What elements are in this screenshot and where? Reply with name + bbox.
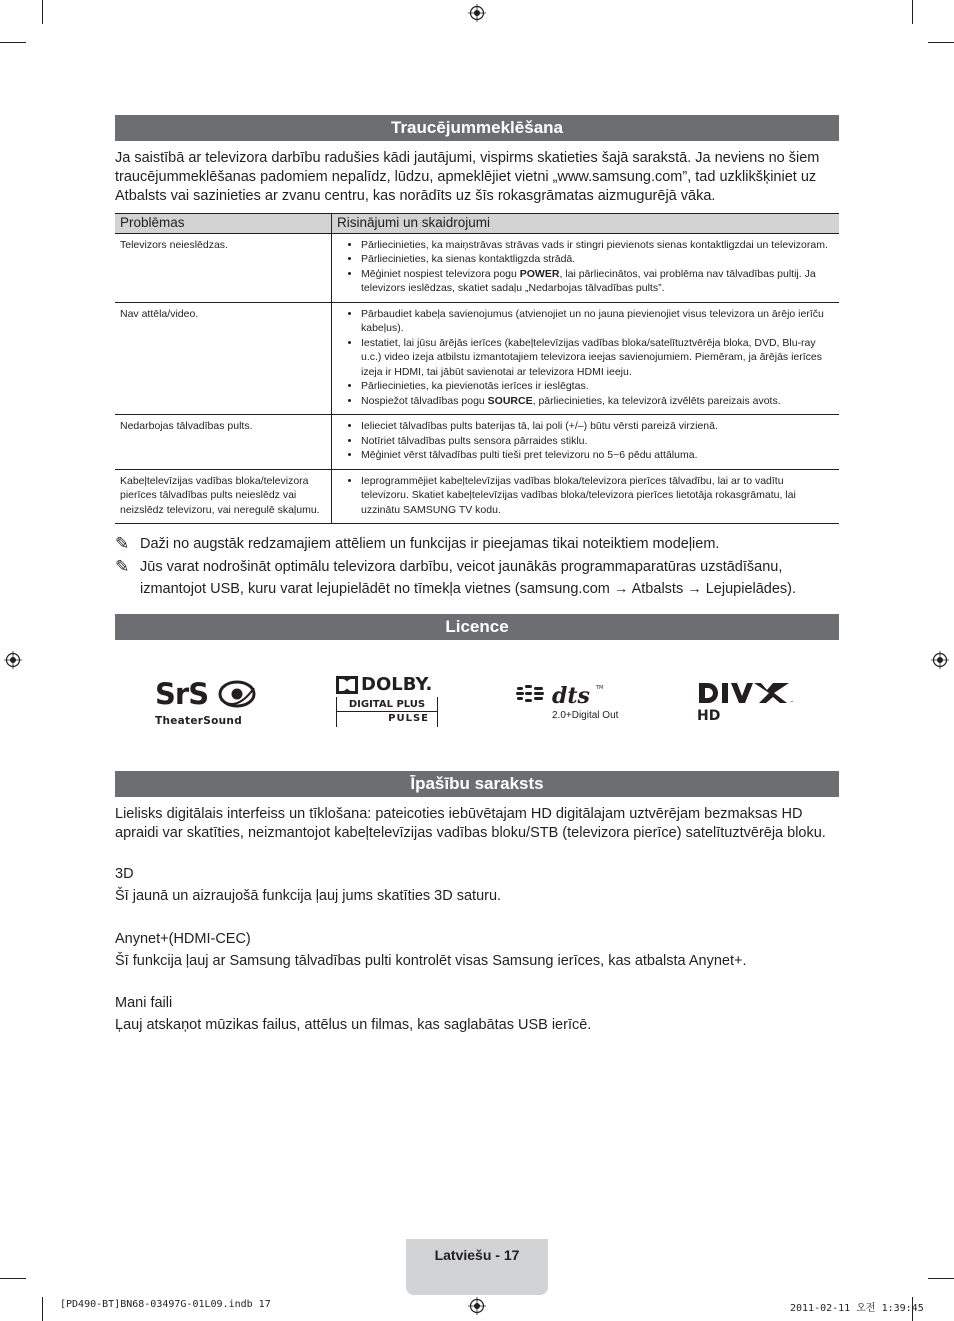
pencil-icon: ✎ <box>115 534 130 553</box>
table-row <box>115 233 839 302</box>
licence-title: Licence <box>115 614 839 640</box>
solution-item: • Pārliecinieties, ka maiņstrāvas strāvas vads ir stingri pievienots sienas kontaktligzdai un televizoram. <box>361 238 834 253</box>
dts-logo <box>516 683 620 721</box>
page-number-tab: Latviešu - 17 <box>406 1239 548 1295</box>
dts-subtitle: 2.0+Digital Out <box>552 710 619 721</box>
column-header-problems: Problēmas <box>115 214 332 234</box>
solution-item: • Pārliecinieties, ka sienas kontaktligzda strādā. <box>361 252 834 267</box>
srs-logo <box>155 678 257 726</box>
solution-item: • Nospiežot tālvadības pogu SOURCE, pārliecinieties, ka televizorā izvēlēts pareizais avots. <box>361 394 834 409</box>
solution-cell <box>332 415 840 470</box>
dolby-wordmark: DOLBY. <box>361 674 433 695</box>
crop-mark <box>42 1297 43 1321</box>
table-row <box>115 302 839 415</box>
srs-subtitle: TheaterSound <box>155 715 243 727</box>
features-title: Īpašību saraksts <box>115 771 839 797</box>
problem-cell: Nedarbojas tālvadības pults. <box>115 415 332 470</box>
crop-mark <box>928 42 954 43</box>
dolby-line1: DIGITAL PLUS <box>348 699 426 710</box>
crop-mark <box>928 1278 954 1279</box>
problem-cell: Kabeļtelevīzijas vadības bloka/televizora pierīces tālvadības pults neieslēdz vai neizslēdz televizoru, vai neregulē skaļumu. <box>115 469 332 524</box>
registration-mark-icon <box>931 651 949 669</box>
svg-text:TM: TM <box>596 685 604 691</box>
divx-subtitle: HD <box>697 708 721 724</box>
dolby-logo <box>336 676 438 728</box>
dolby-line2: PULSE <box>337 711 437 726</box>
svg-text:dts: dts <box>552 683 590 705</box>
troubleshooting-intro: Ja saistībā ar televizora darbību radušies kādi jautājumi, vispirms skatieties šajā sarakstā. Ja neviens no šiem traucējummeklēšanas padomiem nepalīdz, lūdzu, apmeklējiet vietni „www.samsung.com”, tad uzklikšķiniet uz Atbalsts vai sazinieties ar zvanu centru, kas norādīts uz šīs rokasgrāmatas aizmugurējā vāka. <box>115 150 820 204</box>
feature-heading-3d: 3D <box>115 866 134 882</box>
feature-text-my-files: Ļauj atskaņot mūzikas failus, attēlus un filmas, kas saglabātas USB ierīcē. <box>115 1017 592 1033</box>
solution-cell <box>332 469 840 524</box>
solution-item: • Mēģiniet vērst tālvadības pulti tieši pret televizoru no 5~6 pēdu attāluma. <box>361 448 834 463</box>
solution-item: • Pārbaudiet kabeļa savienojumus (atvienojiet un no jauna pievienojiet visus televizora un ārējo ierīču kabeļus). <box>361 307 834 336</box>
print-file-info: [PD490-BT]BN68-03497G-01L09.indb 17 <box>60 1299 271 1310</box>
dts-icon <box>516 683 620 705</box>
solution-cell <box>332 302 840 415</box>
solution-item: • Ielieciet tālvadības pults baterijas tā, lai poli (+/–) būtu vērsti pareizā virzienā. <box>361 419 834 434</box>
solution-cell <box>332 233 840 302</box>
table-header-row <box>115 214 839 234</box>
solution-item: • Ieprogrammējiet kabeļtelevīzijas vadības bloka/televizora pierīces tālvadību, lai ar to vadītu televizoru. Skatiet kabeļtelevīzijas vadības bloka/televizora pierīces lietotāja rokasgrāmatu, lai uzzinātu SAMSUNG TV kodu. <box>361 474 834 518</box>
divx-logo <box>697 680 797 722</box>
feature-heading-anynet: Anynet+(HDMI-CEC) <box>115 931 251 947</box>
crop-mark <box>0 1278 26 1279</box>
troubleshooting-table <box>115 213 839 524</box>
crop-mark <box>42 0 43 24</box>
feature-text-3d: Šī jaunā un aizraujošā funkcija ļauj jums skatīties 3D saturu. <box>115 888 502 904</box>
registration-mark-icon <box>468 1297 486 1315</box>
feature-heading-my-files: Mani faili <box>115 995 173 1011</box>
solution-item: • Notīriet tālvadības pults sensora pārraides stiklu. <box>361 434 834 449</box>
problem-cell: Nav attēla/video. <box>115 302 332 415</box>
feature-text-anynet: Šī funkcija ļauj ar Samsung tālvadības pulti kontrolēt visas Samsung ierīces, kas atbalsta Anynet+. <box>115 953 747 969</box>
column-header-solutions: Risinājumi un skaidrojumi <box>332 214 840 234</box>
print-timestamp: 2011-02-11 오전 1:39:45 <box>790 1303 924 1314</box>
note-item <box>115 556 839 600</box>
srs-icon <box>155 678 257 710</box>
crop-mark <box>0 42 26 43</box>
registration-mark-icon <box>468 4 486 22</box>
solution-item: • Pārliecinieties, ka pievienotās ierīces ir ieslēgtas. <box>361 379 834 394</box>
troubleshooting-title: Traucējummeklēšana <box>115 115 839 141</box>
pencil-icon: ✎ <box>115 557 130 576</box>
table-row <box>115 469 839 524</box>
problem-cell: Televizors neieslēdzas. <box>115 233 332 302</box>
solution-item: • Mēģiniet nospiest televizora pogu POWER, lai pārliecinātos, vai problēma nav tālvadības pultij. Ja televizors ieslēdzas, skatiet sadaļu „Nedarbojas tālvadības pults”. <box>361 267 834 296</box>
note-item <box>115 533 839 555</box>
divx-icon <box>697 680 797 706</box>
dolby-double-d-icon <box>336 676 358 694</box>
note-text: Daži no augstāk redzamajiem attēliem un funkcijas ir pieejamas tikai noteiktiem modeļiem. <box>140 536 720 552</box>
solution-item: • Iestatiet, lai jūsu ārējās ierīces (kabeļtelevīzijas vadības bloka/satelītuztvērēja bloka, DVD, Blu-ray u.c.) video izeja atbilstu izmantotajiem televizora ieejas savienojumiem. Piemēram, ja ārējās ierīces izeja ir HDMI, tai jābūt savienotai ar televizora HDMI ieeju. <box>361 336 834 380</box>
features-intro: Lielisks digitālais interfeiss un tīklošana: pateicoties iebūvētajam HD digitālajam uztvērējam bezmaksas HD apraidi var skatīties, neizmantojot kabeļtelevīzijas vadības bloku/STB (televizora pierīce) satelītuztvērēja bloku. <box>115 806 826 841</box>
registration-mark-icon <box>4 651 22 669</box>
table-row <box>115 415 839 470</box>
svg-text:SrS: SrS <box>155 678 209 710</box>
crop-mark <box>912 0 913 24</box>
note-text: Jūs varat nodrošināt optimālu televizora darbību, veicot jaunākās programmaparatūras uzstādīšanu, izmantojot USB, kuru varat lejupielādēt no tīmekļa vietnes (samsung.com → Atbalsts → Lejupielādes). <box>140 559 797 597</box>
svg-text:™: ™ <box>790 700 794 705</box>
